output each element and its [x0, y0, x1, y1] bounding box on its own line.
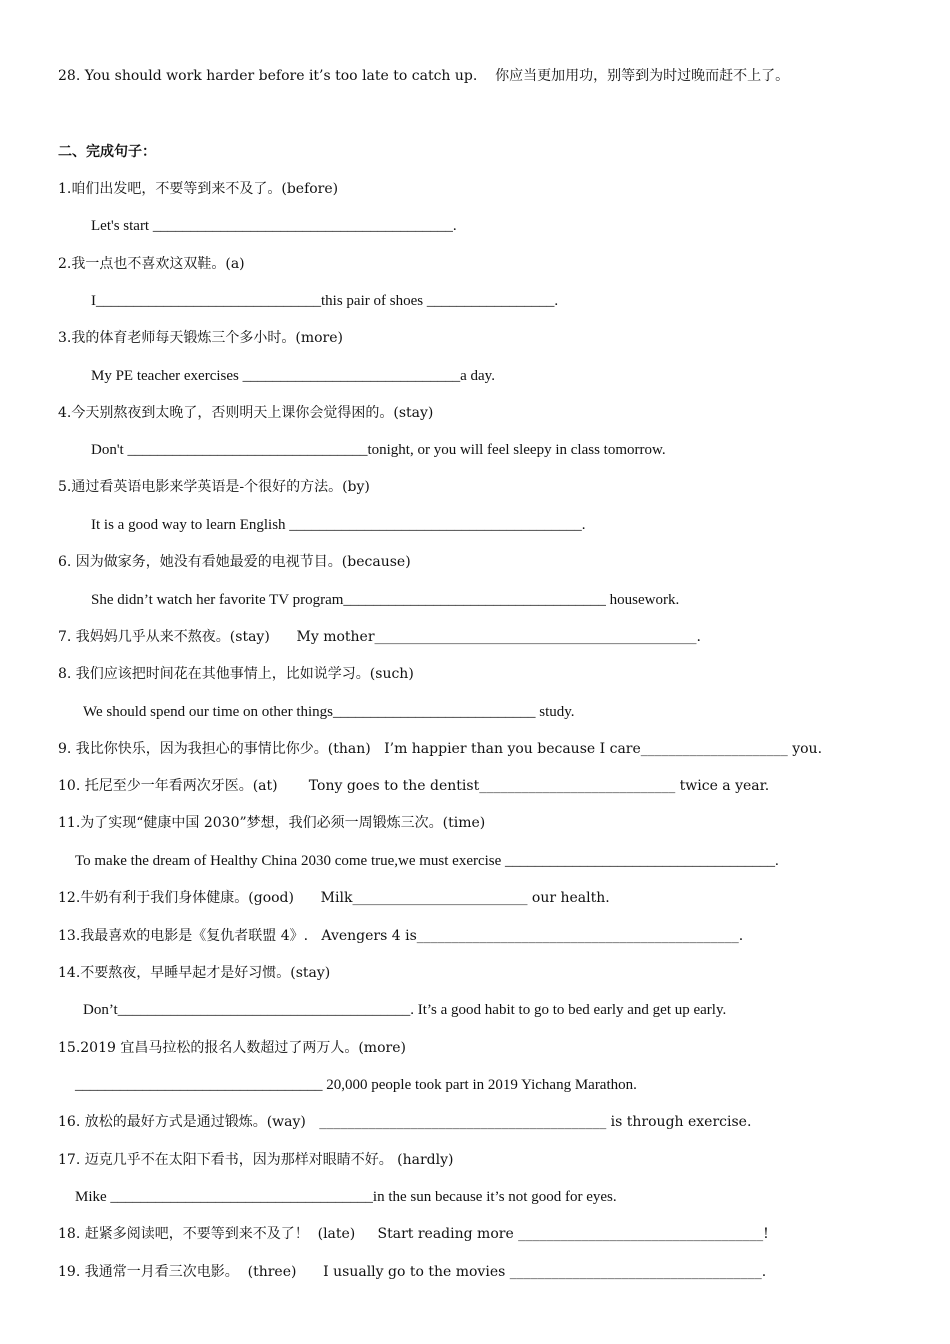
item-14-answer: Don’t_______________________________________. It’s a good habit to go to bed early and get up early. [83, 1002, 727, 1018]
item-11-prompt: 11.为了实现“健康中国 2030”梦想，我们必须一周锻炼三次。(time) [58, 815, 486, 831]
item-12: 12.牛奶有利于我们身体健康。(good) Milk_________________________ our health. [58, 890, 610, 906]
item-2-answer: I______________________________this pair of shoes _________________. [91, 293, 559, 309]
item-4-answer: Don't ________________________________tonight, or you will feel sleepy in class tomorrow. [91, 442, 666, 458]
item-8-answer: We should spend our time on other things___________________________ study. [83, 704, 575, 720]
item-16: 16. 放松的最好方式是通过锻炼。(way) _________________________________________ is through exercise. [58, 1114, 752, 1130]
item-5-answer: It is a good way to learn English _______________________________________. [91, 517, 586, 533]
item-13: 13.我最喜欢的电影是《复仇者联盟 4》. Avengers 4 is______________________________________________. [58, 928, 744, 944]
item-15-answer: _________________________________ 20,000 people took part in 2019 Yichang Marathon. [75, 1077, 637, 1093]
item-3-answer: My PE teacher exercises _____________________________a day. [91, 368, 495, 384]
item-6-prompt: 6. 因为做家务，她没有看她最爱的电视节目。(because) [58, 554, 411, 570]
item-4-prompt: 4.今天别熬夜到太晚了，否则明天上课你会觉得困的。(stay) [58, 405, 434, 421]
item-17-answer: Mike ___________________________________in the sun because it’s not good for eyes. [75, 1189, 617, 1205]
item-14-prompt: 14.不要熬夜，早睡早起才是好习惯。(stay) [58, 965, 331, 981]
section-title: 二、完成句子： [58, 144, 156, 160]
item-3-prompt: 3.我的体育老师每天锻炼三个多小时。(more) [58, 330, 343, 346]
item-9: 9. 我比你快乐，因为我担心的事情比你少。(than) I’m happier than you because I care_____________________ you. [58, 741, 823, 757]
item-28: 28. You should work harder before it’s too late to catch up. 你应当更加用功，别等到为时过晚而赶不上了。 [58, 68, 790, 84]
item-17-prompt: 17. 迈克几乎不在太阳下看书，因为那样对眼睛不好。 (hardly) [58, 1152, 454, 1168]
item-11-answer: To make the dream of Healthy China 2030 come true,we must exercise ____________________________________. [75, 853, 779, 869]
item-2-prompt: 2.我一点也不喜欢这双鞋。(a) [58, 256, 245, 272]
item-18: 18. 赶紧多阅读吧，不要等到来不及了！ (late) Start reading more ___________________________________! [58, 1226, 769, 1242]
item-7: 7. 我妈妈几乎从来不熬夜。(stay) My mother______________________________________________. [58, 629, 701, 645]
item-5-prompt: 5.通过看英语电影来学英语是-个很好的方法。(by) [58, 479, 370, 495]
item-10: 10. 托尼至少一年看两次牙医。(at) Tony goes to the dentist____________________________ twice a year. [58, 778, 770, 794]
item-6-answer: She didn’t watch her favorite TV program___________________________________ housework. [91, 592, 680, 608]
item-1-prompt: 1.咱们出发吧，不要等到来不及了。(before) [58, 181, 339, 197]
item-1-answer: Let's start ________________________________________. [91, 218, 457, 234]
item-15-prompt: 15.2019 宜昌马拉松的报名人数超过了两万人。(more) [58, 1040, 406, 1056]
item-19: 19. 我通常一月看三次电影。 (three) I usually go to the movies ____________________________________. [58, 1264, 767, 1280]
item-8-prompt: 8. 我们应该把时间花在其他事情上，比如说学习。(such) [58, 666, 414, 682]
